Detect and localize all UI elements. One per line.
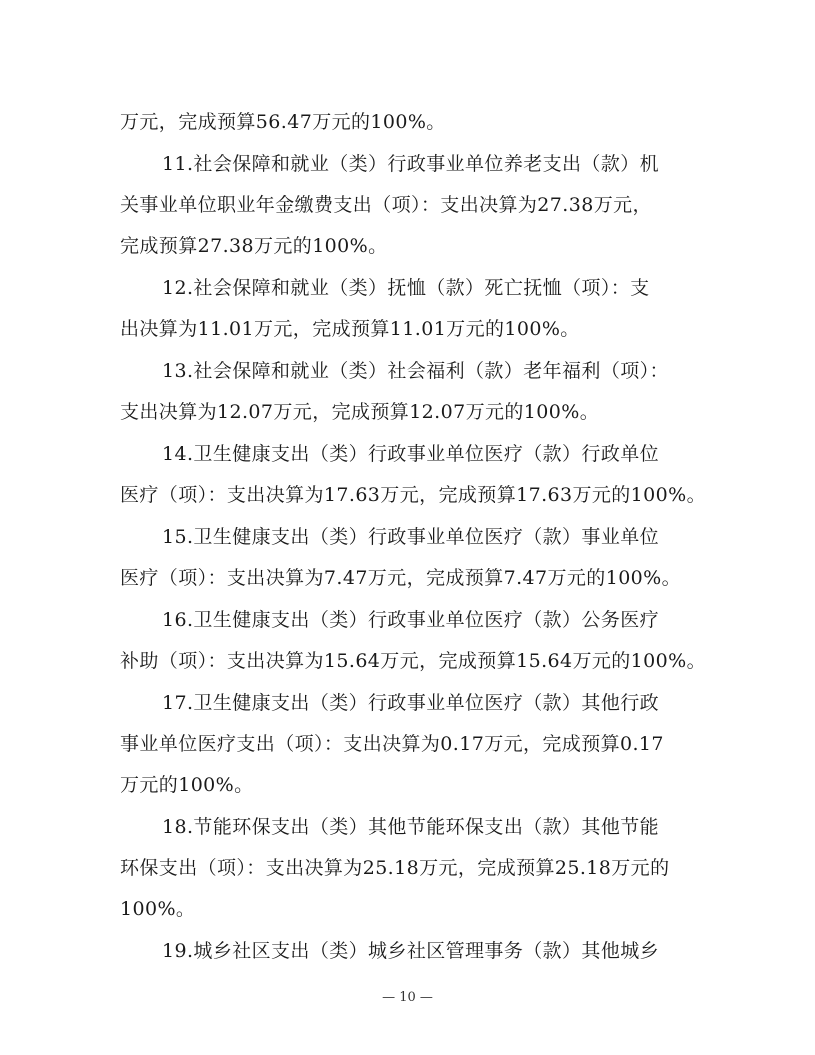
text-line-content: 关事业单位职业年金缴费支出（项）：支出决算为27.38万元， <box>120 194 652 216</box>
paragraph-15-start <box>0 517 815 557</box>
text-line-content: 医疗（项）：支出决算为17.63万元，完成预算17.63万元的100%。 <box>120 484 707 506</box>
text-line-content: 15.卫生健康支出（类）行政事业单位医疗（款）事业单位 <box>162 526 660 548</box>
paragraph-17-start <box>0 683 815 723</box>
text-line <box>0 889 815 929</box>
text-line-content: 万元的100%。 <box>120 774 254 796</box>
text-line-content: 万元，完成预算56.47万元的100%。 <box>120 111 446 133</box>
paragraph-14-start <box>0 434 815 474</box>
text-line-content: 18.节能环保支出（类）其他节能环保支出（款）其他节能 <box>162 816 660 838</box>
text-line-content: 17.卫生健康支出（类）行政事业单位医疗（款）其他行政 <box>162 692 660 714</box>
paragraph-19-start <box>0 931 815 971</box>
text-line-content: 100%。 <box>120 898 196 920</box>
text-line <box>0 226 815 266</box>
paragraph-11-start <box>0 144 815 184</box>
text-line <box>0 475 815 515</box>
text-line-content: 19.城乡社区支出（类）城乡社区管理事务（款）其他城乡 <box>162 940 660 962</box>
paragraph-12-start <box>0 268 815 308</box>
text-line <box>0 102 815 142</box>
text-line-content: 补助（项）：支出决算为15.64万元，完成预算15.64万元的100%。 <box>120 650 707 672</box>
text-line-content: 医疗（项）：支出决算为7.47万元，完成预算7.47万元的100%。 <box>120 567 682 589</box>
text-line <box>0 641 815 681</box>
text-line-content: 出决算为11.01万元，完成预算11.01万元的100%。 <box>120 318 580 340</box>
page-number: — 10 — <box>382 990 433 1005</box>
text-line-content: 13.社会保障和就业（类）社会福利（款）老年福利（项）： <box>162 360 669 382</box>
text-line-content: 12.社会保障和就业（类）抚恤（款）死亡抚恤（项）：支 <box>162 277 650 299</box>
text-line-content: 完成预算27.38万元的100%。 <box>120 235 388 257</box>
text-line-content: 14.卫生健康支出（类）行政事业单位医疗（款）行政单位 <box>162 443 660 465</box>
text-line <box>0 724 815 764</box>
text-line <box>0 185 815 225</box>
text-line-content: 11.社会保障和就业（类）行政事业单位养老支出（款）机 <box>162 153 660 175</box>
text-line-content: 支出决算为12.07万元，完成预算12.07万元的100%。 <box>120 401 600 423</box>
paragraph-18-start <box>0 807 815 847</box>
text-line-content: 环保支出（项）：支出决算为25.18万元，完成预算25.18万元的 <box>120 857 670 879</box>
paragraph-13-start <box>0 351 815 391</box>
text-line <box>0 848 815 888</box>
text-line <box>0 392 815 432</box>
text-line <box>0 558 815 598</box>
text-line <box>0 765 815 805</box>
text-line <box>0 309 815 349</box>
text-line-content: 16.卫生健康支出（类）行政事业单位医疗（款）公务医疗 <box>162 609 660 631</box>
paragraph-16-start <box>0 600 815 640</box>
text-line-content: 事业单位医疗支出（项）：支出决算为0.17万元，完成预算0.17 <box>120 733 664 755</box>
